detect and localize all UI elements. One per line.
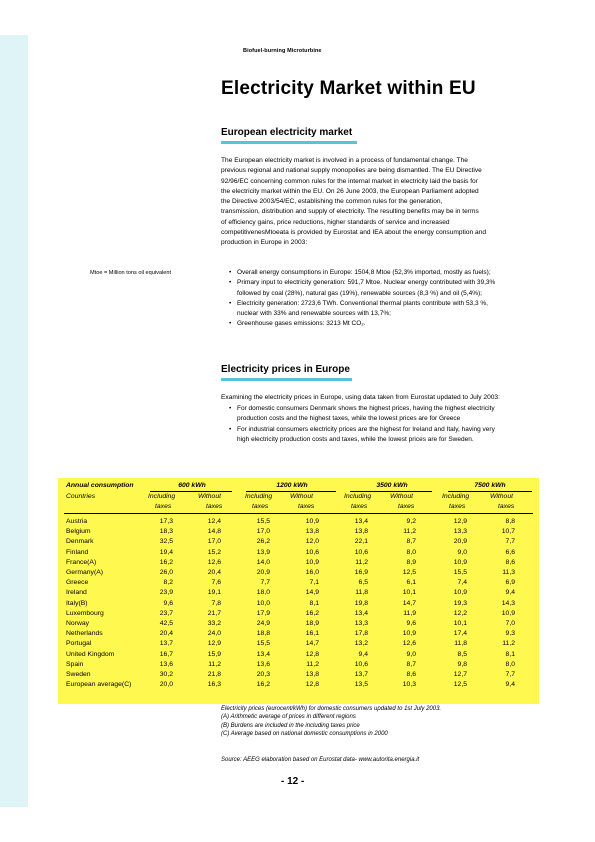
row-value: 13,7 [159, 640, 173, 648]
row-value: 12,6 [207, 558, 221, 566]
bullet-item [229, 425, 539, 446]
row-value: 9,4 [505, 589, 515, 597]
header-rule [246, 491, 336, 492]
subheader-without: Without [290, 493, 313, 500]
row-value: 12,7 [453, 671, 467, 678]
row-value: 9,4 [505, 681, 515, 689]
bullet-line: production costs and the highest taxes, while the lowest prices are for Greece [237, 415, 461, 423]
row-value: 18,9 [305, 620, 319, 627]
subheader-taxes: taxes [498, 503, 515, 510]
row-value: 16,2 [256, 681, 270, 689]
row-value: 6,9 [505, 579, 515, 587]
row-value: 11,2 [403, 528, 416, 536]
bullet-line: • For industrial consumers electricity prices are the highest for Ireland and Italy, having very [237, 425, 495, 433]
subheader-without: Without [490, 493, 513, 500]
row-value: 7,0 [505, 620, 515, 627]
bullet-line: • For domestic consumers Denmark shows the highest prices, having the highest electricity [237, 405, 495, 412]
row-value: 23,9 [159, 589, 173, 597]
row-value: 23,7 [159, 609, 173, 617]
row-value: 20,3 [256, 671, 270, 678]
electricity-price-table [58, 478, 539, 704]
row-value: 12,4 [207, 518, 221, 525]
row-value: 15,5 [256, 518, 270, 525]
row-value: 10,3 [402, 681, 416, 689]
row-value: 6,5 [358, 579, 368, 587]
row-value: 11,8 [355, 589, 368, 597]
energy-bullets [229, 268, 529, 330]
row-value: 7,7 [505, 671, 515, 678]
row-value: 10,1 [402, 589, 416, 597]
row-value: 13,4 [354, 609, 368, 617]
row-value: 18,3 [159, 528, 173, 536]
row-value: 11,3 [502, 569, 515, 576]
row-country: Denmark [66, 538, 94, 546]
row-value: 16,0 [305, 569, 319, 576]
prices-intro: Examining the electricity prices in Europe, using data taken from Eurostat updated to July 2003: [221, 394, 500, 401]
row-value: 13,7 [354, 671, 368, 678]
bullet-line: • Greenhouse gases emissions: 3213 Mt CO₂. [237, 320, 366, 328]
market-paragraph [221, 156, 526, 249]
row-value: 42,5 [159, 620, 173, 627]
bullet-item [229, 404, 539, 425]
row-value: 17,9 [256, 609, 270, 617]
row-country: Ireland [66, 589, 87, 597]
row-value: 18,8 [256, 630, 270, 638]
row-value: 8,5 [457, 650, 467, 658]
row-value: 13,4 [256, 650, 270, 658]
row-country: Belgium [66, 528, 91, 536]
bullet-item [229, 278, 529, 299]
bullet-item [229, 299, 529, 320]
row-value: 11,8 [454, 640, 467, 648]
row-value: 7,6 [211, 579, 221, 587]
subheader-taxes: taxes [398, 503, 415, 510]
table-group-header: 600 kWh [178, 482, 206, 489]
row-value: 12,9 [453, 518, 467, 525]
row-country: Germany(A) [66, 569, 104, 576]
footnote: (A) Arithmetic average of prices in different regions [221, 714, 356, 721]
row-value: 16,2 [305, 609, 319, 617]
paragraph-line: The European electricity market is involved in a process of fundamental change. The [221, 157, 468, 164]
row-value: 13,6 [159, 660, 173, 668]
row-value: 30,2 [159, 671, 173, 678]
paragraph-line: previous regional and national supply monopolies are being dismantled. The EU Directive [221, 167, 482, 175]
row-country: Austria [66, 518, 88, 525]
row-value: 7,7 [260, 579, 270, 587]
row-value: 14,3 [501, 599, 515, 607]
subheader-without: Without [390, 493, 413, 500]
paragraph-line: transmission, distribution and supply of electricity. The resulting benefits may be in terms [221, 208, 479, 216]
row-value: 13,8 [305, 528, 319, 536]
paragraph-line: of efficiency gains, price reductions, higher standards of service and increased [221, 218, 450, 226]
row-value: 17,3 [159, 518, 173, 525]
row-country: Italy(B) [66, 599, 88, 607]
row-value: 17,0 [256, 528, 270, 536]
row-value: 20,9 [256, 569, 270, 576]
row-value: 15,9 [207, 650, 221, 658]
row-value: 8,0 [505, 660, 515, 668]
row-country: Portugal [66, 640, 92, 648]
row-value: 6,1 [406, 579, 416, 587]
row-value: 11,2 [208, 660, 221, 668]
page-number: - 12 - [281, 776, 305, 787]
row-value: 13,6 [256, 660, 270, 668]
header-rule [64, 513, 533, 514]
row-value: 8,1 [505, 650, 515, 658]
row-value: 9,3 [505, 630, 515, 638]
bullet-line: nuclear with 33% and renewable sources with 13,7%; [237, 310, 391, 318]
row-value: 10,1 [453, 620, 467, 627]
row-value: 17,8 [354, 630, 368, 638]
page-title: Electricity Market within EU [221, 78, 476, 99]
row-value: 11,2 [502, 640, 515, 648]
row-country: Luxembourg [66, 609, 104, 617]
row-value: 13,8 [354, 528, 368, 536]
row-value: 12,6 [402, 640, 416, 648]
subheader-taxes: taxes [252, 503, 269, 510]
section-heading-prices: Electricity prices in Europe [221, 364, 350, 375]
row-value: 8,6 [505, 558, 515, 566]
row-value: 10,9 [402, 630, 416, 638]
row-value: 9,6 [406, 620, 416, 627]
row-value: 12,2 [453, 609, 467, 617]
row-value: 21,8 [207, 671, 221, 678]
row-value: 15,2 [207, 548, 221, 556]
row-value: 8,1 [309, 599, 319, 607]
row-country: United Kingdom [66, 650, 115, 658]
row-value: 7,1 [309, 579, 319, 587]
subheader-including: Including [442, 493, 470, 500]
row-value: 14,7 [305, 640, 319, 648]
row-value: 8,0 [406, 548, 416, 556]
bullet-line: • Primary input to electricity generation: 591,7 Mtoe. Nuclear energy contributed with 39,3% [237, 279, 496, 287]
paragraph-line: the electricity market within the EU. On 26 June 2003, the European Parliament adopted [221, 187, 479, 195]
row-value: 12,5 [453, 681, 467, 689]
subheader-without: Without [198, 493, 221, 500]
row-value: 20,9 [453, 538, 467, 546]
bullet-line: • Electricity generation: 2723,6 TWh. Conventional thermal plants contribute with 53,3 %, [237, 299, 488, 307]
row-value: 9,0 [406, 650, 416, 658]
table-group-header: 1200 kWh [276, 482, 308, 489]
row-value: 22,1 [354, 538, 368, 546]
row-value: 12,8 [305, 650, 319, 658]
row-country: Sweden [66, 671, 91, 678]
row-value: 14,9 [305, 589, 319, 597]
row-value: 21,7 [207, 609, 221, 617]
subheader-taxes: taxes [155, 503, 172, 510]
section-underline [221, 378, 352, 381]
row-value: 26,2 [256, 538, 270, 546]
row-country: Netherlands [66, 630, 103, 638]
section-underline [221, 141, 357, 144]
row-value: 14,0 [256, 558, 270, 566]
running-header: Biofuel-burning Microturbine [243, 48, 322, 54]
row-value: 26,0 [159, 569, 173, 576]
row-country: France(A) [66, 558, 97, 566]
row-value: 15,5 [256, 640, 270, 648]
row-value: 9,4 [358, 650, 368, 658]
row-value: 19,1 [207, 589, 221, 597]
row-value: 24,9 [256, 620, 270, 627]
table-footnotes [221, 705, 551, 739]
row-value: 16,3 [207, 681, 221, 689]
row-value: 10,6 [305, 548, 319, 556]
row-value: 9,2 [406, 518, 416, 525]
row-value: 13,3 [453, 528, 467, 536]
row-value: 8,9 [406, 558, 416, 566]
row-country: Greece [66, 579, 89, 587]
table-group-header: 7500 kWh [474, 482, 506, 489]
row-value: 10,0 [256, 599, 270, 607]
bullet-line: high electricity production costs and taxes, while the lowest prices are for Sweden. [237, 435, 474, 443]
row-value: 18,0 [256, 589, 270, 597]
row-value: 10,9 [501, 609, 515, 617]
row-value: 11,9 [403, 609, 416, 617]
row-value: 16,2 [159, 558, 173, 566]
paragraph-line: competitivenesMtoeata is provided by Eurostat and IEA about the energy consumption and [221, 229, 487, 237]
row-value: 33,2 [207, 620, 221, 627]
footnote: (B) Burdens are included in the including taxes price [221, 722, 360, 729]
header-rule [448, 491, 532, 492]
subheader-taxes: taxes [351, 503, 368, 510]
row-value: 8,7 [406, 660, 416, 668]
row-value: 7,4 [457, 579, 467, 587]
bullet-line: followed by coal (28%), natural gas (19%), renewable sources (8,3 %) and oil (5,4%); [237, 289, 482, 297]
row-value: 32,5 [159, 538, 173, 546]
row-value: 14,8 [207, 528, 221, 536]
row-value: 17,4 [453, 630, 467, 638]
side-band [0, 35, 28, 807]
row-value: 13,4 [354, 518, 368, 525]
row-value: 7,8 [211, 599, 221, 607]
row-value: 17,0 [207, 538, 221, 546]
row-value: 10,6 [354, 548, 368, 556]
section-heading-market: European electricity market [221, 127, 353, 138]
subheader-including: Including [344, 493, 372, 500]
subheader-including: Including [148, 493, 176, 500]
row-value: 24,0 [207, 630, 221, 638]
row-value: 19,3 [453, 599, 467, 607]
row-value: 6,6 [505, 548, 515, 556]
row-value: 10,6 [354, 660, 368, 668]
bullet-item [229, 268, 529, 278]
mtoe-side-note: Mtoe = Million tons oil equivalent [90, 270, 171, 276]
source-note: Source: AEEG elaboration based on Eurostat data- www.autorita.energia.it [221, 757, 420, 763]
row-country: European average(C) [66, 681, 132, 689]
row-value: 13,8 [305, 671, 319, 678]
row-value: 20,4 [159, 630, 173, 638]
row-value: 13,3 [354, 620, 368, 627]
row-value: 11,2 [306, 660, 319, 668]
row-value: 11,2 [355, 558, 368, 566]
row-value: 9,6 [163, 599, 173, 607]
subheader-taxes: taxes [298, 503, 315, 510]
row-value: 20,0 [159, 681, 173, 689]
row-value: 10,9 [453, 558, 467, 566]
row-country: Spain [66, 660, 84, 668]
row-value: 10,9 [305, 558, 319, 566]
row-value: 10,9 [305, 518, 319, 525]
row-value: 12,5 [402, 569, 416, 576]
paragraph-line: production in Europe in 2003: [221, 239, 308, 247]
row-value: 16,7 [159, 650, 173, 658]
subheader-taxes: taxes [449, 503, 466, 510]
row-value: 9,8 [457, 660, 467, 668]
row-value: 13,5 [354, 681, 368, 689]
paragraph-line: 92/96/EC concerning common rules for the internal market in electricity laid the basis for [221, 177, 478, 185]
row-value: 19,4 [159, 548, 173, 556]
footnote: (C) Average based on national domestic consumptions in 2000 [221, 731, 388, 738]
row-value: 16,1 [305, 630, 319, 638]
row-value: 12,0 [305, 538, 319, 546]
row-value: 12,9 [207, 640, 221, 648]
row-value: 10,9 [453, 589, 467, 597]
row-value: 8,7 [406, 538, 416, 546]
row-value: 16,9 [354, 569, 368, 576]
row-value: 20,4 [207, 569, 221, 576]
row-value: 15,5 [453, 569, 467, 576]
header-rule [150, 491, 232, 492]
row-value: 19,8 [354, 599, 368, 607]
countries-label: Countries [66, 493, 96, 500]
row-value: 8,8 [505, 518, 515, 525]
row-value: 13,9 [256, 548, 270, 556]
table-header-label: Annual consumption [66, 482, 134, 489]
row-value: 13,2 [354, 640, 368, 648]
row-value: 8,6 [406, 671, 416, 678]
subheader-taxes: taxes [206, 503, 223, 510]
header-rule [350, 491, 432, 492]
footnote: Electricity prices (eurocent/kWh) for domestic consumers updated to 1st July 2003. [221, 706, 442, 712]
row-value: 8,2 [163, 579, 173, 587]
row-value: 7,7 [505, 538, 515, 546]
prices-bullets [229, 404, 539, 445]
row-value: 12,8 [305, 681, 319, 689]
row-value: 9,0 [457, 548, 467, 556]
paragraph-line: the Directive 2003/54/EC, establishing the common rules for the generation, [221, 198, 443, 206]
row-country: Finland [66, 548, 89, 556]
bullet-line: • Overall energy consumptions in Europe: 1504,8 Mtoe (52,3% imported, mostly as fuels); [237, 269, 491, 276]
row-country: Norway [66, 620, 90, 627]
row-value: 14,7 [402, 599, 416, 607]
subheader-including: Including [245, 493, 273, 500]
row-value: 10,7 [501, 528, 515, 536]
bullet-item [229, 319, 529, 329]
table-group-header: 3500 kWh [376, 482, 408, 489]
